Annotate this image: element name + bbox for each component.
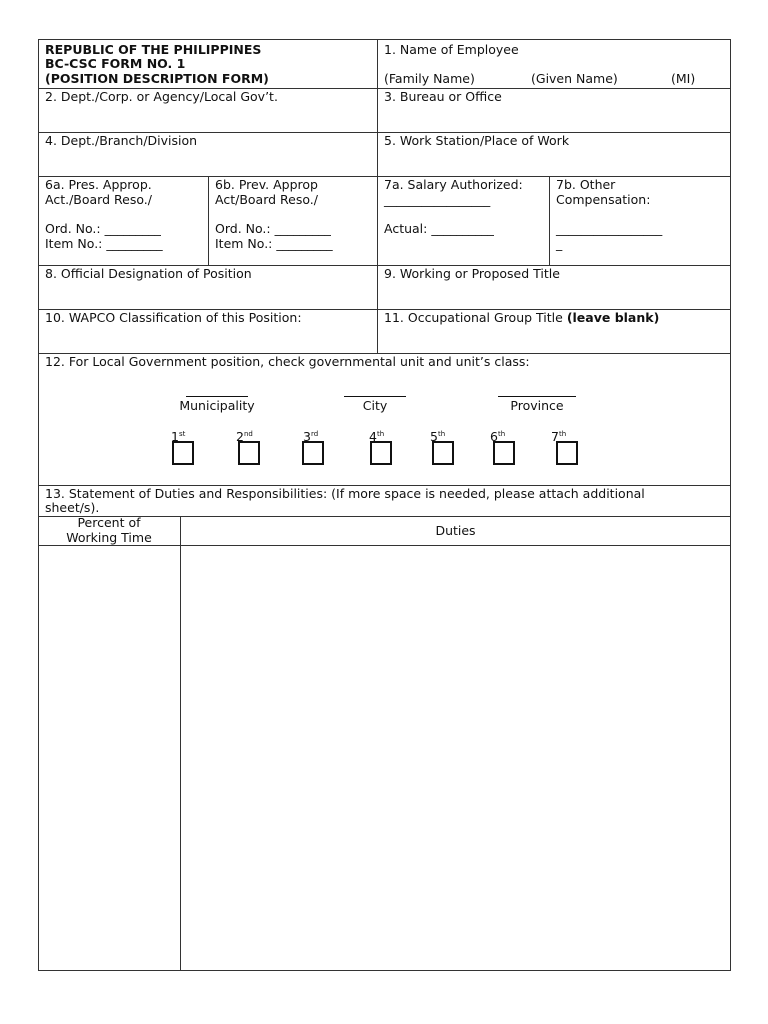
field-working-title-label: 9. Working or Proposed Title — [384, 266, 560, 281]
class-5-checkbox[interactable] — [432, 441, 454, 465]
field-6a-label-2: Act./Board Reso./ — [45, 192, 152, 207]
class-4-checkbox[interactable] — [370, 441, 392, 465]
unit-city-label: City — [362, 398, 388, 413]
column-header-percent-2: Working Time — [66, 530, 152, 545]
class-label-6: 6th — [490, 429, 506, 444]
field-local-government-label: 12. For Local Government position, check governmental unit and unit’s class: — [45, 354, 530, 369]
field-dept-agency-label: 2. Dept./Corp. or Agency/Local Gov’t. — [45, 89, 278, 104]
field-7a-label: 7a. Salary Authorized: — [384, 177, 523, 192]
class-1-checkbox[interactable] — [172, 441, 194, 465]
field-6a-label-1: 6a. Pres. Approp. — [45, 177, 152, 192]
field-6b-label-2: Act/Board Reso./ — [215, 192, 318, 207]
class-label-4: 4th — [369, 429, 385, 444]
municipality-blank[interactable] — [186, 396, 248, 397]
field-6b-ord-no: Ord. No.: _________ — [215, 221, 331, 236]
field-6b-label-1: 6b. Prev. Approp — [215, 177, 318, 192]
field-6a-ord-no: Ord. No.: _________ — [45, 221, 161, 236]
duties-statement-label-1: 13. Statement of Duties and Responsibilities: (If more space is needed, please attach additional — [45, 486, 645, 501]
column-header-percent-1: Percent of — [77, 515, 141, 530]
class-3-checkbox[interactable] — [302, 441, 324, 465]
column-header-duties: Duties — [435, 523, 476, 538]
class-label-1: 1st — [171, 429, 186, 444]
duties-statement-label-2: sheet/s). — [45, 500, 100, 515]
class-label-7: 7th — [551, 429, 567, 444]
field-work-station-label: 5. Work Station/Place of Work — [384, 133, 570, 148]
field-branch-division-label: 4. Dept./Branch/Division — [45, 133, 198, 148]
field-family-name-label: (Family Name) — [384, 71, 475, 86]
province-blank[interactable] — [498, 396, 576, 397]
class-6-checkbox[interactable] — [493, 441, 515, 465]
field-7b-blank: _________________ — [556, 221, 663, 236]
city-blank[interactable] — [344, 396, 406, 397]
field-name-of-employee-label: 1. Name of Employee — [384, 42, 519, 57]
field-7b-blank-tail: _ — [556, 236, 563, 251]
field-occupational-group-text: 11. Occupational Group Title — [384, 310, 563, 325]
field-7a-actual: Actual: __________ — [384, 221, 494, 236]
field-mi-label: (MI) — [671, 71, 696, 86]
class-2-checkbox[interactable] — [238, 441, 260, 465]
field-7b-label-2: Compensation: — [556, 192, 651, 207]
percent-column-body[interactable] — [39, 546, 179, 970]
class-label-5: 5th — [430, 429, 446, 444]
field-occupational-group-note: (leave blank) — [566, 310, 660, 325]
form-header-republic: REPUBLIC OF THE PHILIPPINES — [45, 42, 262, 57]
field-wapco-classification-label: 10. WAPCO Classification of this Position: — [45, 310, 302, 325]
form-header-title: (POSITION DESCRIPTION FORM) — [45, 71, 269, 86]
unit-municipality-label: Municipality — [179, 398, 255, 413]
field-6b-item-no: Item No.: _________ — [215, 236, 333, 251]
field-official-designation-label: 8. Official Designation of Position — [45, 266, 252, 281]
form-header-form-no: BC-CSC FORM NO. 1 — [45, 56, 186, 71]
class-label-3: 3rd — [303, 429, 319, 444]
field-6a-item-no: Item No.: _________ — [45, 236, 163, 251]
duties-column-body[interactable] — [181, 546, 730, 970]
field-7a-blank: _________________ — [384, 192, 491, 207]
field-given-name-label: (Given Name) — [531, 71, 618, 86]
class-label-2: 2nd — [236, 429, 253, 444]
class-7-checkbox[interactable] — [556, 441, 578, 465]
unit-province-label: Province — [510, 398, 564, 413]
field-occupational-group-label — [384, 310, 659, 325]
field-bureau-label: 3. Bureau or Office — [384, 89, 502, 104]
field-7b-label-1: 7b. Other — [556, 177, 616, 192]
